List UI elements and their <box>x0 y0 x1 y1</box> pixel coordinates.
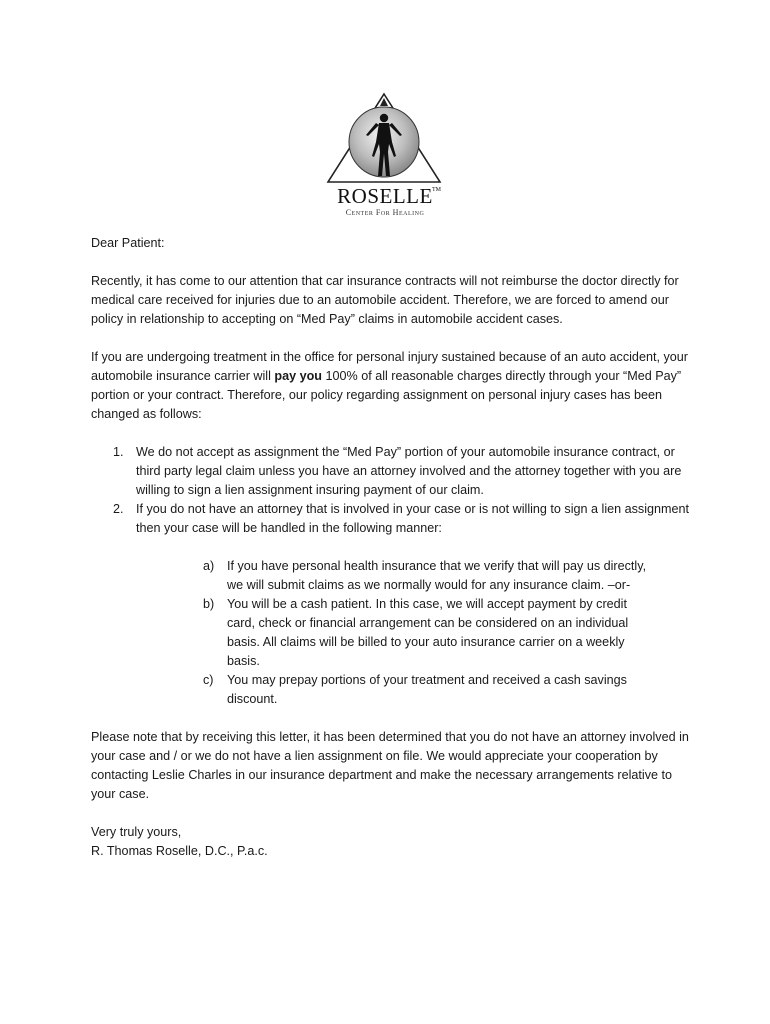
list-marker: b) <box>203 597 215 611</box>
letter-body <box>91 234 691 861</box>
list-item <box>91 500 691 538</box>
list-item <box>91 557 649 595</box>
paragraph-med-pay-end: 100% of all reasonable charges directly through your “Med Pay” portion or your contract. Therefore, our policy regarding assignment on personal injury cases has been changed as follows: <box>91 369 682 421</box>
closing: Very truly yours, <box>91 825 182 839</box>
list-item <box>91 443 691 500</box>
list-item-text: You may prepay portions of your treatment and received a cash savings discount. <box>227 673 627 706</box>
numbered-policy-list <box>91 443 691 538</box>
list-item-text: If you do not have an attorney that is involved in your case or is not willing to sign a lien assignment then your case will be handled in the following manner: <box>136 502 690 535</box>
logo-trademark: TM <box>432 187 441 193</box>
salutation: Dear Patient: <box>91 236 165 250</box>
signature: R. Thomas Roselle, D.C., P.a.c. <box>91 844 268 858</box>
list-marker: 2. <box>113 502 124 516</box>
list-item <box>91 671 649 709</box>
list-item-text: We do not accept as assignment the “Med Pay” portion of your automobile insurance contract, or third party legal claim unless you have an attorney involved and the attorney together with you are willing to sign a lien assignment insuring payment of our claim. <box>136 445 682 497</box>
paragraph-med-pay <box>91 348 691 424</box>
logo-name: ROSELLE <box>337 184 433 208</box>
pay-you-emphasis: pay you <box>274 369 322 383</box>
triangle-figure-icon <box>324 92 444 184</box>
list-item <box>91 595 649 671</box>
paragraph-med-pay-start: If you are undergoing treatment in the office for personal injury sustained because of an auto accident, your automobile insurance carrier will <box>91 350 688 383</box>
list-marker: a) <box>203 559 215 573</box>
paragraph-notice: Please note that by receiving this letter, it has been determined that you do not have an attorney involved in your case and / or we do not have a lien assignment on file. We would appreciate your cooperation by contacting Leslie Charles in our insurance department and make the necessary arrangements relative to your case. <box>91 730 689 801</box>
list-item-text: If you have personal health insurance that we verify that will pay us directly, we will submit claims as we normally would for any insurance claim. –or- <box>227 559 647 592</box>
paragraph-policy-change: Recently, it has come to our attention that car insurance contracts will not reimburse the doctor directly for medical care received for injuries due to an automobile accident. Therefore, we are forced to amend our policy in relationship to accepting on “Med Pay” claims in automobile accident cases. <box>91 274 679 326</box>
list-item-text: You will be a cash patient. In this case, we will accept payment by credit card, check or financial arrangement can be considered on an individual basis. All claims will be billed to your auto insurance carrier on a weekly basis. <box>227 597 629 668</box>
list-marker: 1. <box>113 445 124 459</box>
list-marker: c) <box>203 673 214 687</box>
logo-subtitle: Center For Healing <box>345 208 425 217</box>
lettered-options-list <box>91 557 691 709</box>
roselle-logo <box>324 92 444 222</box>
